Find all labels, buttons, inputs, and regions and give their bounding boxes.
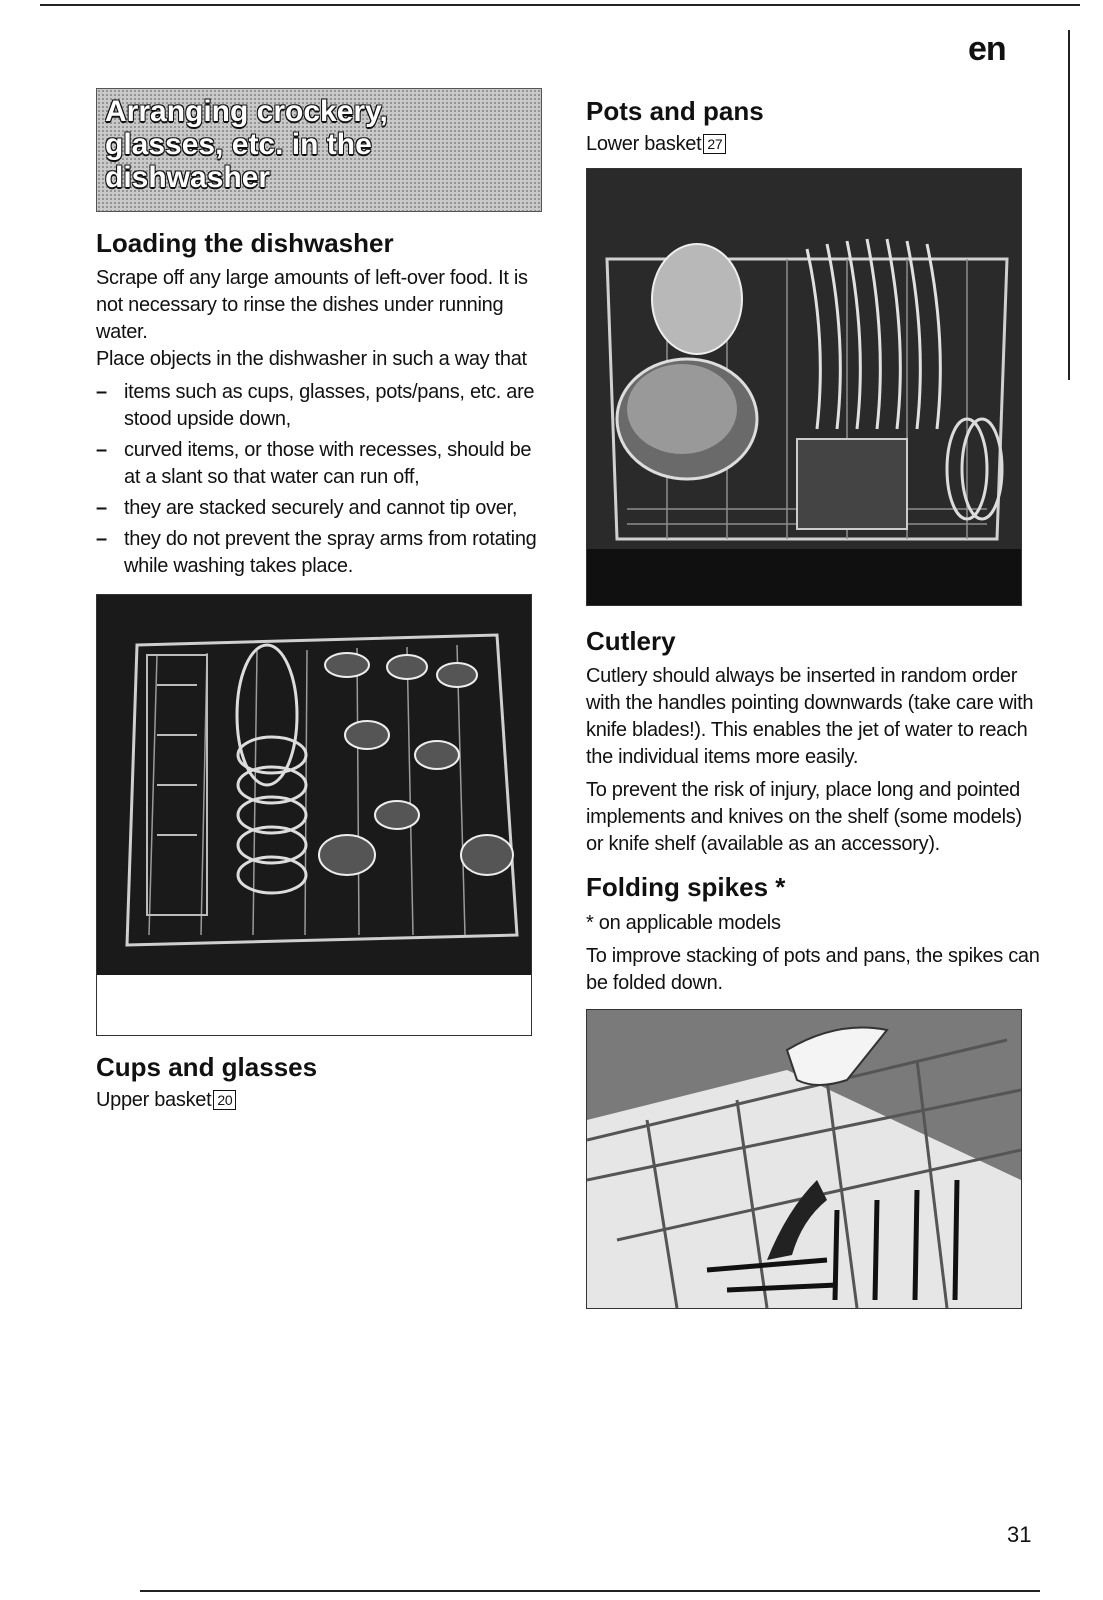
pots-sub — [586, 131, 1041, 158]
right-edge-rule — [1068, 30, 1070, 380]
bottom-rule — [140, 1590, 1040, 1592]
cups-ref-badge: 20 — [213, 1090, 236, 1110]
spikes-note: * on applicable models — [586, 911, 781, 934]
lower-basket-photo — [586, 168, 1022, 606]
cutlery-heading: Cutlery — [586, 626, 676, 657]
loading-list — [96, 379, 542, 580]
page-number: 31 — [1007, 1522, 1032, 1547]
language-code: en — [968, 30, 1006, 68]
section-title-line-2: glasses, etc. in the — [105, 128, 372, 161]
dash-bullet: – — [96, 528, 107, 551]
cutlery-para-1: Cutlery should always be inserted in random order with the handles pointing downwards (take care with knife blades!). This enables the jet of water to reach the individual items more easily. — [586, 665, 1034, 769]
list-item-text: curved items, or those with recesses, should be at a slant so that water can run off, — [124, 439, 532, 489]
spikes-para: To improve stacking of pots and pans, the spikes can be folded down. — [586, 944, 1040, 994]
folding-spikes-photo — [586, 1009, 1022, 1309]
dash-bullet: – — [96, 439, 107, 462]
right-column — [586, 96, 1041, 1309]
loading-para-2: Place objects in the dishwasher in such a way that — [96, 348, 527, 371]
list-item-text: items such as cups, glasses, pots/pans, etc. are stood upside down, — [124, 381, 535, 431]
dash-bullet: – — [96, 497, 107, 520]
cups-sub-label: Upper basket — [96, 1089, 212, 1112]
list-item — [96, 379, 542, 433]
spikes-heading: Folding spikes * — [586, 872, 786, 903]
pots-heading: Pots and pans — [586, 96, 764, 126]
dash-bullet: – — [96, 381, 107, 404]
list-item-text: they are stacked securely and cannot tip over, — [124, 497, 518, 520]
list-item — [96, 437, 542, 491]
cups-heading: Cups and glasses — [96, 1052, 318, 1083]
cups-sub — [96, 1087, 542, 1114]
pots-sub-label: Lower basket — [586, 133, 702, 156]
list-item — [96, 495, 542, 522]
section-title-box — [96, 88, 542, 212]
top-rule — [40, 4, 1080, 6]
section-title-line-3: dishwasher — [105, 161, 271, 194]
section-title-line-1: Arranging crockery, — [105, 95, 388, 128]
cutlery-para-2: To prevent the risk of injury, place long and pointed implements and knives on the shelf (some models) or knife shelf (available as an accessory). — [586, 779, 1022, 856]
loading-para-1: Scrape off any large amounts of left-over food. It is not necessary to rinse the dishes under running water. — [96, 267, 528, 344]
list-item — [96, 526, 542, 580]
left-column — [96, 88, 542, 1114]
list-item-text: they do not prevent the spray arms from rotating while washing takes place. — [124, 528, 537, 578]
upper-basket-photo — [96, 594, 532, 1036]
loading-heading: Loading the dishwasher — [96, 228, 394, 258]
pots-ref-badge: 27 — [703, 134, 726, 154]
